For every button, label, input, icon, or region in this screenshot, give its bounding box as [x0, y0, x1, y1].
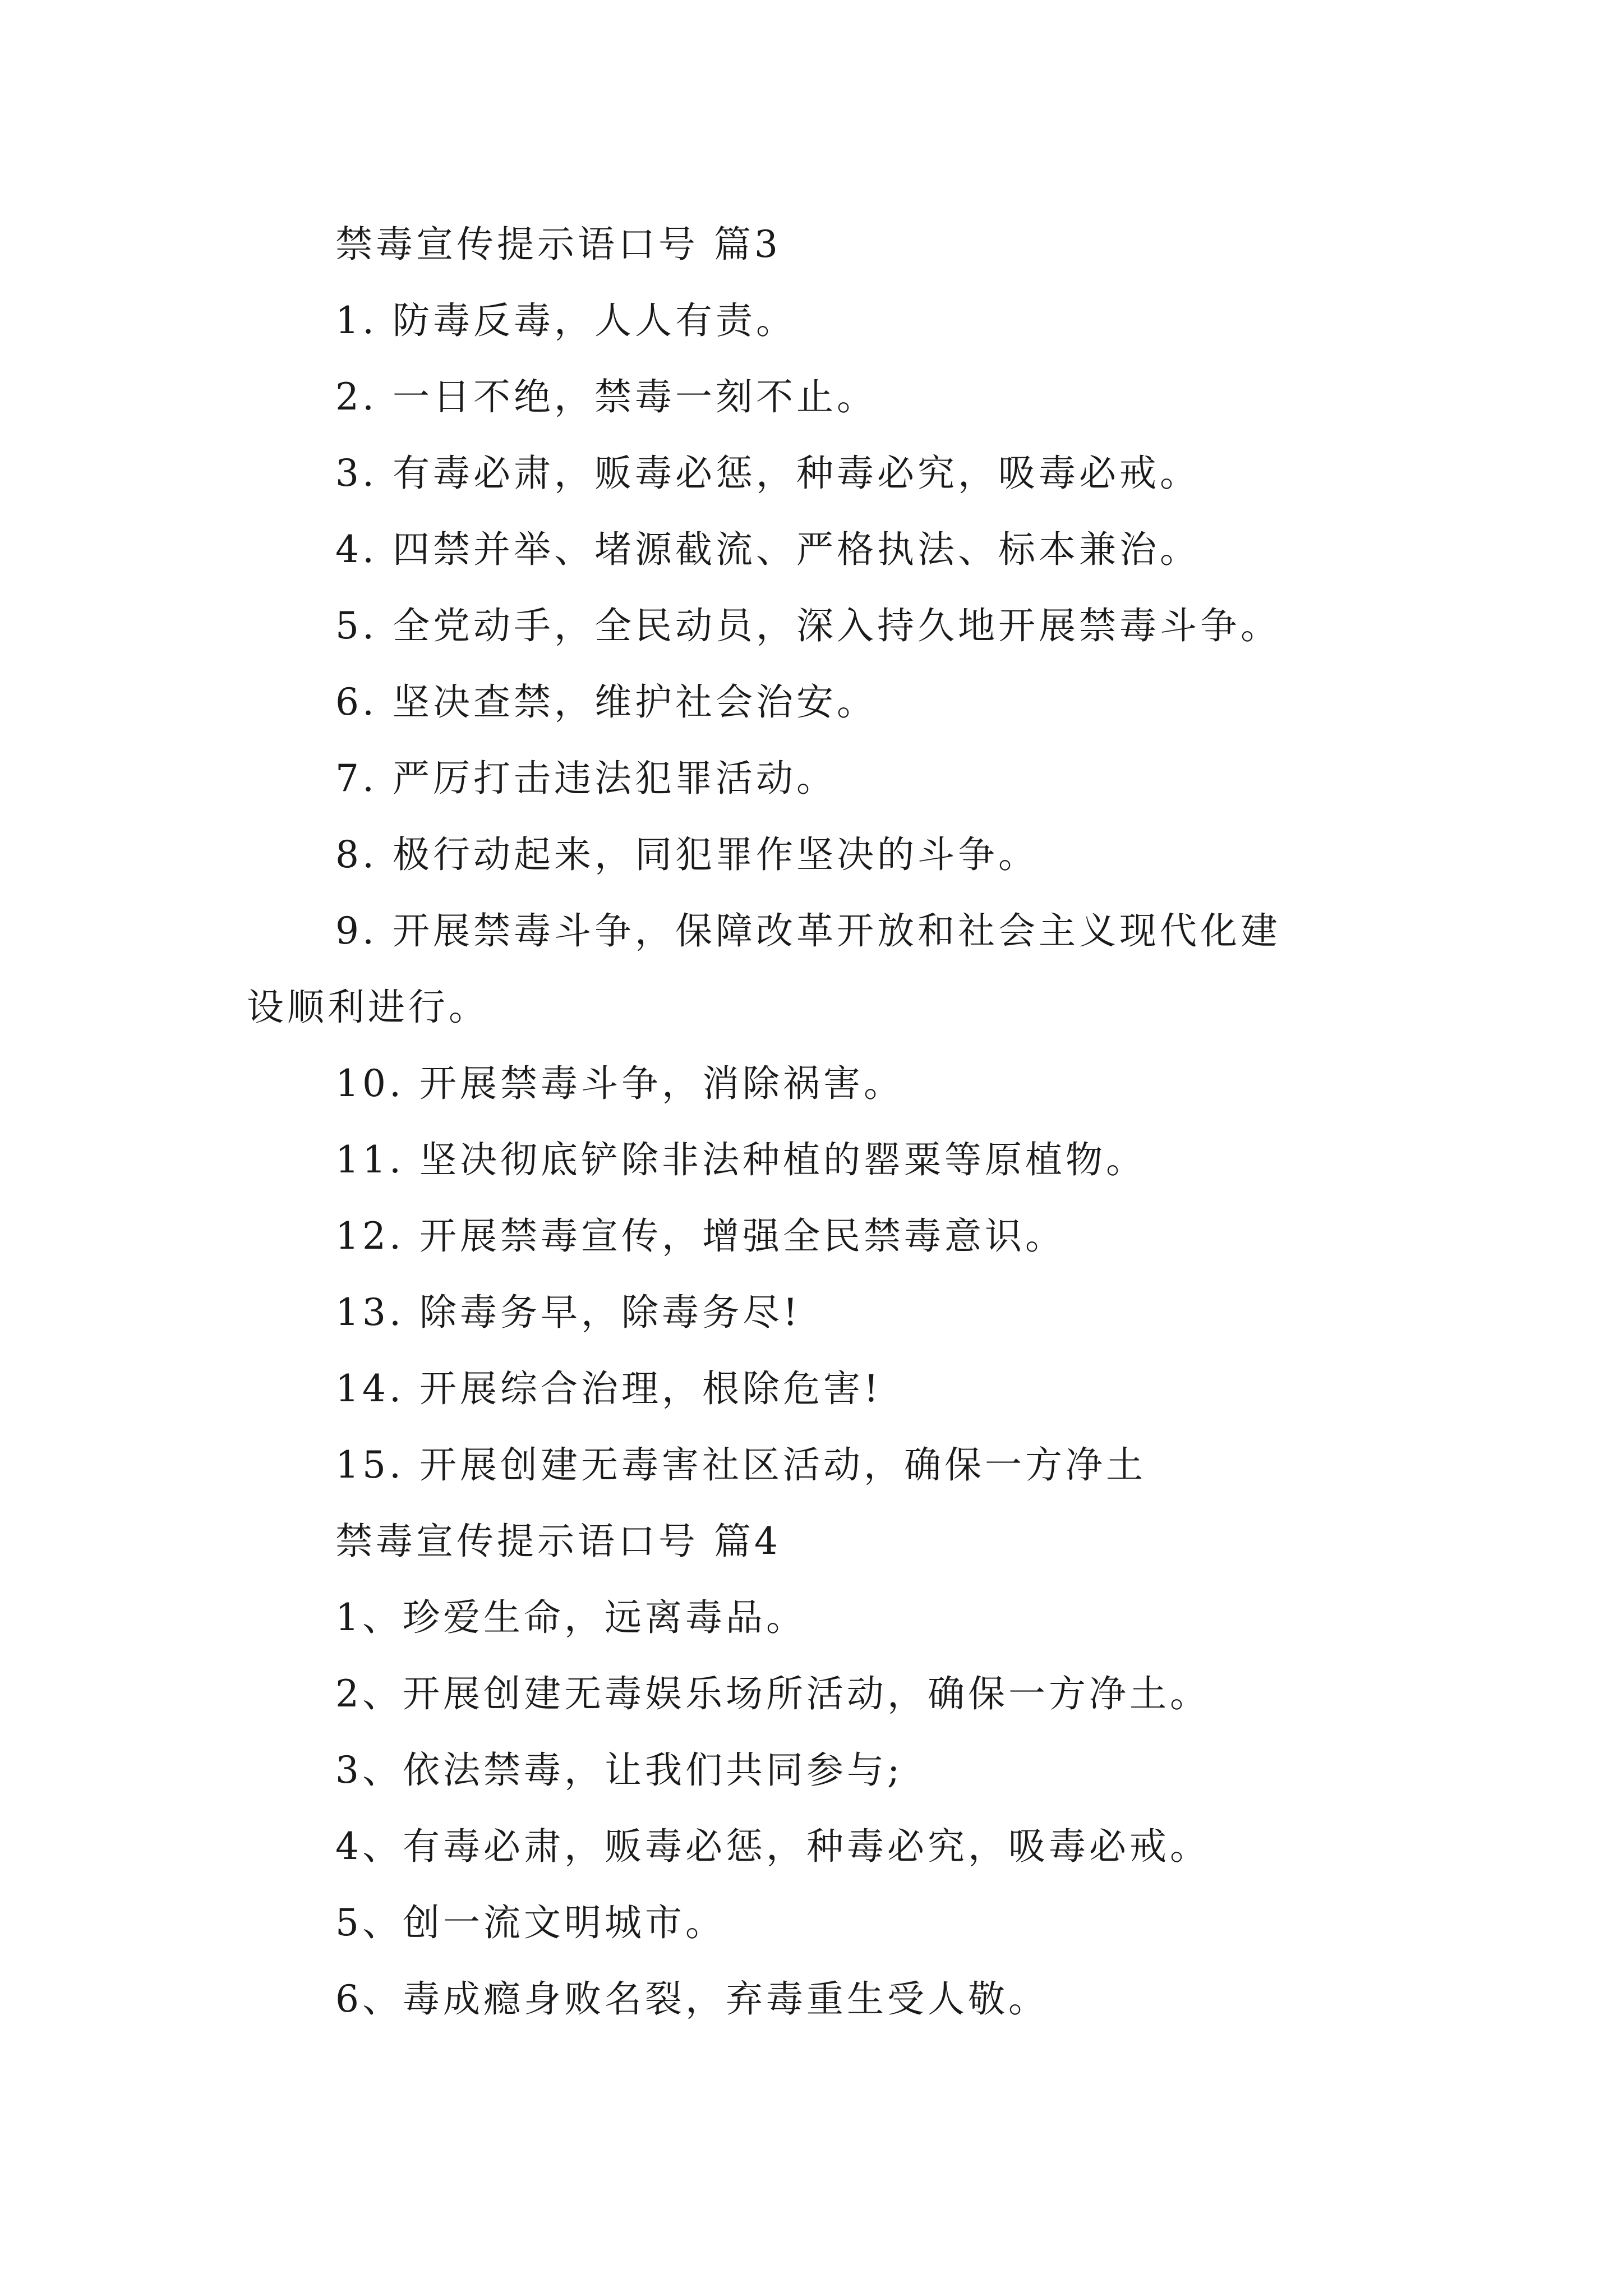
- slogan-item: 1、珍爱生命，远离毒品。: [335, 1596, 806, 1639]
- slogan-item: 6. 坚决查禁，维护社会治安。: [335, 680, 877, 724]
- section-4-heading: 禁毒宣传提示语口号 篇4: [335, 1520, 781, 1563]
- slogan-item: 13. 除毒务早，除毒务尽!: [335, 1291, 801, 1334]
- section-3-heading: 禁毒宣传提示语口号 篇3: [335, 223, 781, 266]
- slogan-item: 6、毒成瘾身败名裂，弃毒重生受人敬。: [335, 1977, 1049, 2021]
- slogan-item: 15. 开展创建无毒害社区活动，确保一方净土: [335, 1443, 1146, 1487]
- slogan-item: 12. 开展禁毒宣传，增强全民禁毒意识。: [335, 1214, 1066, 1258]
- slogan-item: 11. 坚决彻底铲除非法种植的罂粟等原植物。: [335, 1138, 1146, 1181]
- slogan-item: 14. 开展综合治理，根除危害!: [335, 1367, 882, 1410]
- slogan-item: 8. 极行动起来，同犯罪作坚决的斗争。: [335, 833, 1039, 876]
- slogan-item: 7. 严厉打击违法犯罪活动。: [335, 757, 837, 800]
- slogan-item: 5. 全党动手，全民动员，深入持久地开展禁毒斗争。: [335, 604, 1281, 647]
- slogan-item: 4. 四禁并举、堵源截流、严格执法、标本兼治。: [335, 528, 1200, 571]
- slogan-item: 4、有毒必肃，贩毒必惩，种毒必究，吸毒必戒。: [335, 1825, 1210, 1868]
- slogan-item: 3、依法禁毒，让我们共同参与;: [335, 1749, 903, 1792]
- slogan-item: 2. 一日不绝，禁毒一刻不止。: [335, 375, 877, 418]
- slogan-item: 10. 开展禁毒斗争，消除祸害。: [335, 1062, 904, 1105]
- slogan-item-continuation: 设顺利进行。: [247, 986, 489, 1029]
- slogan-item: 1. 防毒反毒，人人有责。: [335, 299, 796, 342]
- slogan-item: 5、创一流文明城市。: [335, 1901, 726, 1944]
- slogan-item: 3. 有毒必肃，贩毒必惩，种毒必究，吸毒必戒。: [335, 452, 1200, 495]
- slogan-item: 9. 开展禁毒斗争，保障改革开放和社会主义现代化建: [335, 909, 1281, 953]
- slogan-item: 2、开展创建无毒娱乐场所活动，确保一方净土。: [335, 1672, 1210, 1715]
